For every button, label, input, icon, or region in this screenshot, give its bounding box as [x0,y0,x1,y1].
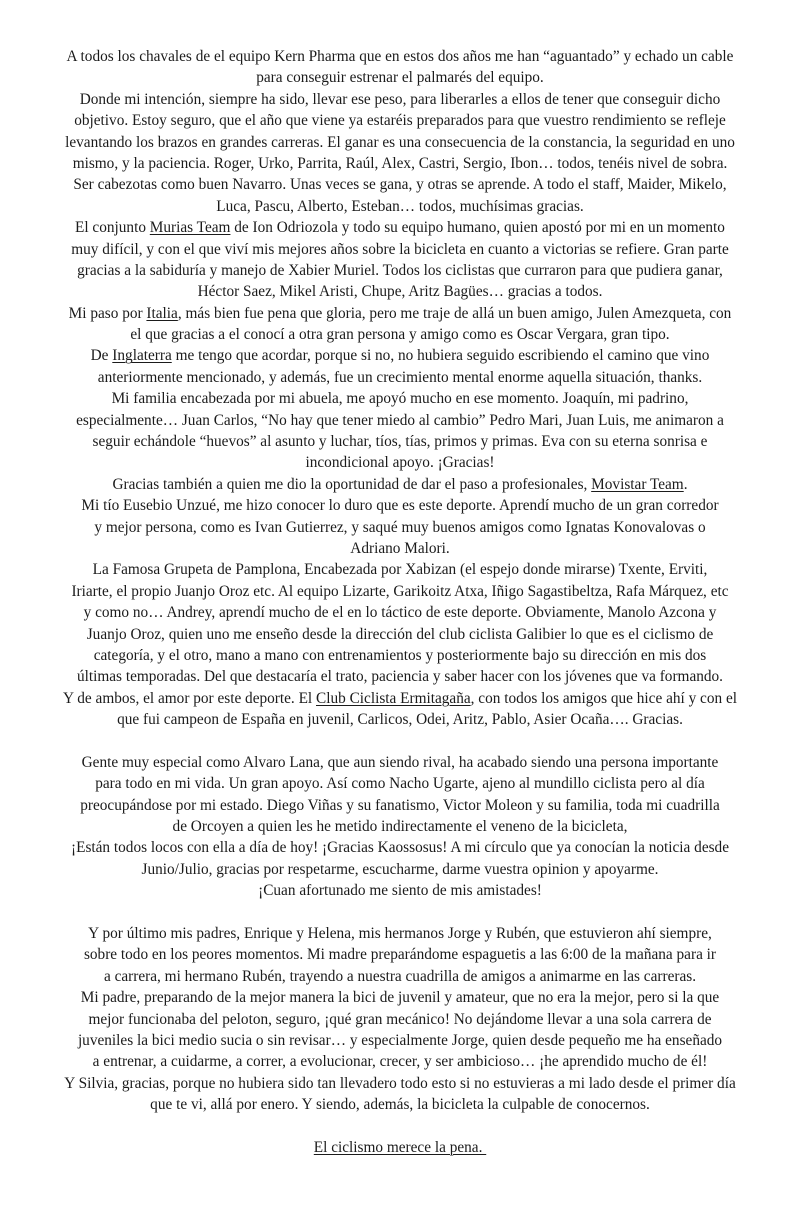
text-line: categoría, y el otro, mano a mano con entrenamientos y posteriormente bajo su dirección en mis dos [93,646,707,664]
text-line: anteriormente mencionado, y además, fue un crecimiento mental enorme aquella situación, thanks. [97,368,703,386]
text-line: levantando los brazos en grandes carreras. El ganar es una consecuencia de la constancia, la seguridad en uno [65,133,735,151]
text-line: Juanjo Oroz, quien uno me enseño desde la dirección del club ciclista Galibier lo que es el ciclismo de [86,625,714,643]
text-fragment: me tengo que acordar, porque si no, no hubiera seguido escribiendo el camino que vino [171,347,710,365]
text-line: a entrenar, a cuidarme, a correr, a evolucionar, crecer, y ser ambicioso… ¡he aprendido mucho de él! [92,1053,708,1071]
text-line: muy difícil, y con el que viví mis mejores años sobre la bicicleta en cuanto a victorias se refiere. Gran parte [71,240,729,258]
text-line: juveniles la bici medio sucia o sin revisar… y especialmente Jorge, quien desde pequeño me ha enseñado [77,1031,723,1049]
text-line: Adriano Malori. [350,539,450,557]
text-line: y como no… Andrey, aprendí mucho de el en lo táctico de este deporte. Obviamente, Manolo Azcona y [83,604,717,622]
underlined-link[interactable]: Murias Team [149,219,231,237]
text-line: objetivo. Estoy seguro, que el año que viene ya estaréis preparados para que vuestro rendimiento se refleje [74,112,726,130]
text-line: que te vi, allá por enero. Y siendo, además, la bicicleta la culpable de conocernos. [150,1096,650,1114]
text-line: mejor funcionaba del peloton, seguro, ¡qué gran mecánico! No dejándome llevar a una sola carrera de [88,1010,712,1028]
text-fragment: , con todos los amigos que hice ahí y con el [470,689,738,707]
closing-line: El ciclismo merece la pena. [313,1138,487,1156]
text-line: Y Silvia, gracias, porque no hubiera sido tan llevadero todo esto si no estuvieras a mi lado desde el primer día [64,1074,736,1092]
text-fragment: Gracias también a quien me dio la oportunidad de dar el paso a profesionales, [112,475,592,493]
text-fragment: . [683,475,688,493]
text-line: Ser cabezotas como buen Navarro. Unas veces se gana, y otras se aprende. A todo el staff, Maider, Mikelo, [73,176,727,194]
text-fragment: de Ion Odriozola y todo su equipo humano, quien apostó por mi en un momento [230,219,725,237]
text-line: Y por último mis padres, Enrique y Helena, mis hermanos Jorge y Rubén, que estuvieron ahí siempre, [88,925,712,943]
text-fragment: Mi paso por [68,304,147,322]
text-line [0,688,800,709]
text-line: A todos los chavales de el equipo Kern Pharma que en estos dos años me han “aguantado” y echado un cable [66,48,734,65]
letter-body [0,46,800,1137]
text-fragment: , más bien fue pena que gloria, pero me traje de allá un buen amigo, Julen Amezqueta, con [177,304,732,322]
text-line: mismo, y la paciencia. Roger, Urko, Parrita, Raúl, Alex, Castri, Sergio, Ibon… todos, tenéis nivel de sobra. [72,154,728,172]
text-line: seguir echándole “huevos” al asunto y luchar, tíos, tías, primos y primas. Eva con su eterna sonrisa e [92,433,708,451]
text-line: gracias a la sabiduría y manejo de Xabier Muriel. Todos los ciclistas que curraron para que pudiera ganar, [77,261,723,279]
text-line: preocupándose por mi estado. Diego Viñas y su fanatismo, Victor Moleon y su familia, toda mi cuadrilla [80,796,720,814]
paragraph-gap [0,902,800,923]
text-line [0,474,800,495]
text-line: que fui campeon de España en juvenil, Carlicos, Odei, Aritz, Pablo, Asier Ocaña…. Gracias. [117,711,683,729]
text-line: últimas temporadas. Del que destacaría el trato, paciencia y saber hacer con los jóvenes que va formando. [76,668,724,686]
text-line [0,217,800,238]
paragraph-gap [0,731,800,752]
text-line: Gente muy especial como Alvaro Lana, que aun siendo rival, ha acabado siendo una persona importante [81,753,719,771]
text-line [0,345,800,366]
text-line: Héctor Saez, Mikel Aristi, Chupe, Aritz Bagües… gracias a todos. [197,283,603,301]
text-line: Donde mi intención, siempre ha sido, llevar ese peso, para liberarles a ellos de tener que conseguir dicho [79,90,721,108]
text-line: a carrera, mi hermano Rubén, trayendo a nuestra cuadrilla de amigos a animarme en las carreras. [103,967,697,985]
text-line: ¡Cuan afortunado me siento de mis amistades! [258,882,542,900]
text-line: Mi tío Eusebio Unzué, me hizo conocer lo duro que es este deporte. Aprendí mucho de un gran corredor [81,497,719,515]
text-fragment: Y de ambos, el amor por este deporte. El [62,689,316,707]
text-line: para conseguir estrenar el palmarés del equipo. [256,69,544,87]
text-line: Mi familia encabezada por mi abuela, me apoyó mucho en ese momento. Joaquín, mi padrino, [111,390,689,408]
underlined-link[interactable]: Movistar Team [591,475,684,493]
text-line: Luca, Pascu, Alberto, Esteban… todos, muchísimas gracias. [216,197,584,215]
text-line: el que gracias a el conocí a otra gran persona y amigo como es Oscar Vergara, gran tipo. [130,326,670,344]
text-line: y mejor persona, como es Ivan Gutierrez, y saqué muy buenos amigos como Ignatas Konovalovas o [94,518,706,536]
text-fragment: De [90,347,113,365]
text-line: sobre todo en los peores momentos. Mi madre preparándome espaguetis a las 6:00 de la mañana para ir [83,946,717,964]
text-line: Junio/Julio, gracias por respetarme, escucharme, darme vuestra opinion y apoyarme. [141,860,659,878]
text-line: para todo en mi vida. Un gran apoyo. Así como Nacho Ugarte, ajeno al mundillo ciclista pero al día [95,775,705,793]
text-line: de Orcoyen a quien les he metido indirectamente el veneno de la bicicleta, [172,818,628,836]
text-line: La Famosa Grupeta de Pamplona, Encabezada por Xabizan (el espejo donde mirarse) Txente, Erviti, [92,561,708,579]
text-line: ¡Están todos locos con ella a día de hoy! ¡Gracias Kaossosus! A mi círculo que ya conocían la noticia desde [71,839,729,857]
text-line [0,303,800,324]
paragraph-gap [0,1116,800,1137]
text-line: Iriarte, el propio Juanjo Oroz etc. Al equipo Lizarte, Garikoitz Atxa, Iñigo Sagastibeltza, Rafa Márquez, etc [71,582,729,600]
text-line: Mi padre, preparando de la mejor manera la bici de juvenil y amateur, que no era la mejor, pero si la que [80,989,720,1007]
text-line: incondicional apoyo. ¡Gracias! [305,454,495,472]
text-fragment: El conjunto [75,219,150,237]
text-line: especialmente… Juan Carlos, “No hay que tener miedo al cambio” Pedro Mari, Juan Luis, me animaron a [76,411,724,429]
underlined-link[interactable]: Club Ciclista Ermitagaña [316,689,471,707]
underlined-link[interactable]: Inglaterra [112,347,172,365]
underlined-link[interactable]: Italia [146,304,178,322]
